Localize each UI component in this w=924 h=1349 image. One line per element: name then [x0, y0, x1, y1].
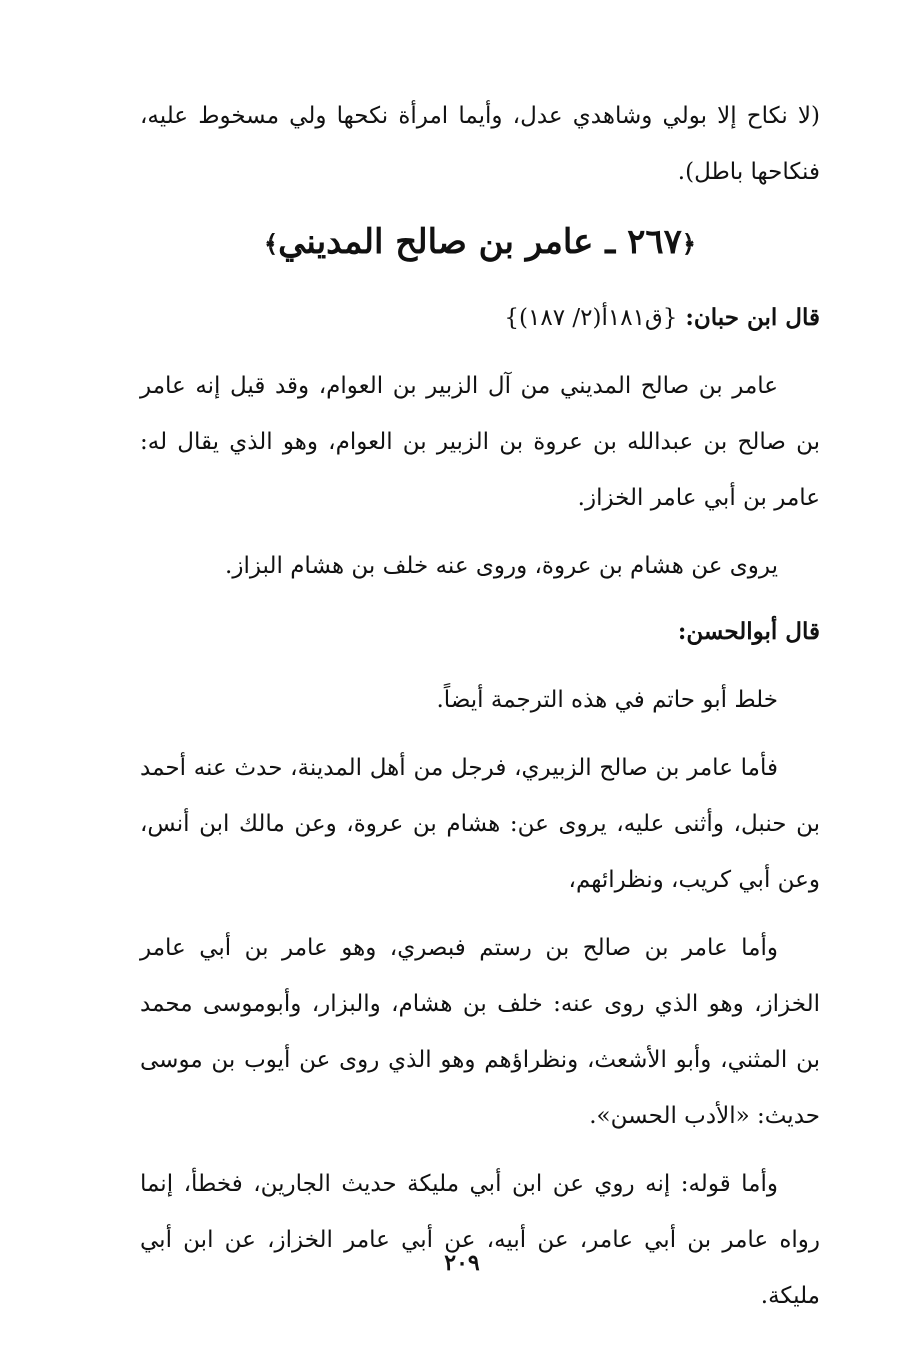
page-body — [140, 88, 820, 1309]
ibn-hibban-heading — [140, 292, 820, 344]
abu-hasan-label: قال أبوالحسن: — [677, 618, 820, 645]
paragraph-jarain: وأما قوله: إنه روي عن ابن أبي مليكة حديث الجارين، فخطأ، إنما رواه عامر بن أبي عامر، عن أبيه، عن أبي عامر الخزاز، عن ابن أبي مليكة. — [140, 1171, 820, 1309]
paragraph-bio: عامر بن صالح المديني من آل الزبير بن العوام، وقد قيل إنه عامر بن صالح بن عبدالله بن عروة بن الزبير بن العوام، وهو الذي يقال له: عامر بن أبي عامر الخزاز. — [140, 373, 820, 511]
intro-quote: (لا نكاح إلا بولي وشاهدي عدل، وأيما امرأة نكحها ولي مسخوط عليه، فنكاحها باطل). — [140, 103, 820, 185]
manuscript-reference: {ق١٨١أ(٢/ ١٨٧)} — [504, 305, 678, 331]
left-ornament-bracket: ﴾ — [264, 229, 279, 258]
chapter-title — [140, 212, 820, 274]
paragraph-basri: وأما عامر بن صالح بن رستم فبصري، وهو عامر بن أبي عامر الخزاز، وهو الذي روى عنه: خلف بن هشام، والبزار، وأبوموسى محمد بن المثني، وأبو الأشعث، ونظراؤهم وهو الذي روى عن أيوب بن موسى حديث: «الأدب الحسن». — [140, 935, 820, 1129]
page-number: ٢٠٩ — [444, 1250, 480, 1276]
abu-hasan-heading — [140, 606, 820, 658]
ibn-hibban-label: قال ابن حبان: — [685, 304, 820, 331]
paragraph-narration: يروى عن هشام بن عروة، وروى عنه خلف بن هشام البزاز. — [225, 553, 778, 579]
paragraph-zubairi: فأما عامر بن صالح الزبيري، فرجل من أهل المدينة، حدث عنه أحمد بن حنبل، وأثنى عليه، يروى عن: هشام بن عروة، وعن مالك ابن أنس، وعن أبي كريب، ونظرائهم، — [140, 755, 820, 893]
paragraph-confusion: خلط أبو حاتم في هذه الترجمة أيضاً. — [436, 687, 778, 713]
chapter-title-text: ٢٦٧ ـ عامر بن صالح المديني — [278, 222, 682, 262]
right-ornament-bracket: ﴿ — [681, 229, 696, 258]
